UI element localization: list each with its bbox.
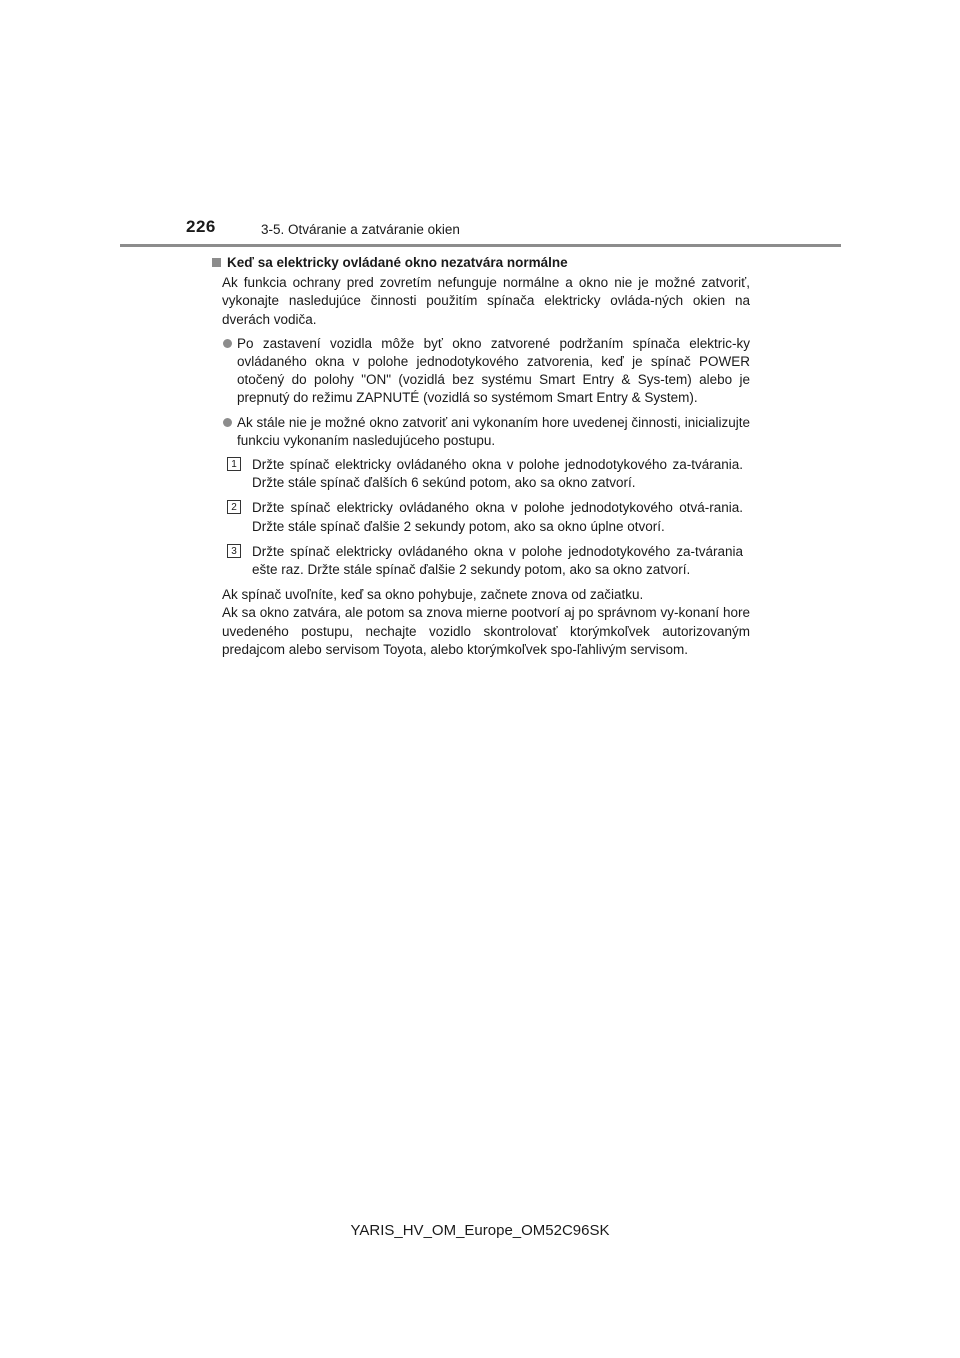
section-heading-text: Keď sa elektricky ovládané okno nezatvára normálne <box>227 255 568 270</box>
section-heading <box>210 254 750 272</box>
step-item <box>227 499 750 535</box>
step-text: Držte spínač elektricky ovládaného okna v polohe jednodotykového za-tvárania. Držte stále spínač ďalších 6 sekúnd potom, ako sa okno zatvorí. <box>252 457 743 491</box>
bullet-item <box>222 335 750 408</box>
section-title: 3-5. Otváranie a zatváranie okien <box>261 222 460 237</box>
header-rule <box>120 244 841 247</box>
intro-paragraph: Ak funkcia ochrany pred zovretím nefunguje normálne a okno nie je možné zatvoriť, vykonajte nasledujúce činnosti použitím spínača elektricky ovláda-ných okien na dverách vodiča. <box>222 275 750 327</box>
bullet-text: Ak stále nie je možné okno zatvoriť ani vykonaním hore uvedenej činnosti, inicializujte funkciu vykonaním nasledujúceho postupu. <box>237 414 750 448</box>
bullet-dot-icon <box>223 339 232 348</box>
step-text: Držte spínač elektricky ovládaného okna v polohe jednodotykového za-tvárania ešte raz. Držte stále spínač ďalšie 2 sekundy potom, ako sa okno zatvorí. <box>252 543 743 578</box>
content <box>210 254 750 665</box>
footer-doc-code: YARIS_HV_OM_Europe_OM52C96SK <box>350 1222 610 1239</box>
heading-square-icon <box>212 258 221 267</box>
bullet-item <box>222 414 750 450</box>
step-number-box: 2 <box>227 500 241 514</box>
note-paragraph: Ak spínač uvoľníte, keď sa okno pohybuje, začnete znova od začiatku. <box>222 587 644 603</box>
bullet-dot-icon <box>223 418 232 427</box>
step-item <box>227 456 750 492</box>
step-number-box: 1 <box>227 457 241 471</box>
step-number-box: 3 <box>227 544 241 558</box>
step-text: Držte spínač elektricky ovládaného okna v polohe jednodotykového otvá-rania. Držte stále spínač ďalšie 2 sekundy potom, ako sa okno úplne otvorí. <box>252 500 743 534</box>
bullet-text: Po zastavení vozidla môže byť okno zatvorené podržaním spínača elektric-ky ovládaného okna v polohe jednodotykového zatvorenia, keď je spínač POWER otočený do polohy "ON" (vozidlá bez systému Smart Entry & Sys-tem) alebo je prepnutý do režimu ZAPNUTÉ (vozidlá so systémom Smart Entry & System). <box>237 335 750 406</box>
note-paragraph: Ak sa okno zatvára, ale potom sa znova mierne pootvorí aj po správnom vy-konaní hore uvedeného postupu, nechajte vozidlo skontrolovať ktorýmkoľvek autorizovaným predajcom alebo servisom Toyota, alebo ktorýmkoľvek spo-ľahlivým servisom. <box>222 605 750 657</box>
page-number: 226 <box>186 217 216 236</box>
step-item <box>227 543 750 579</box>
